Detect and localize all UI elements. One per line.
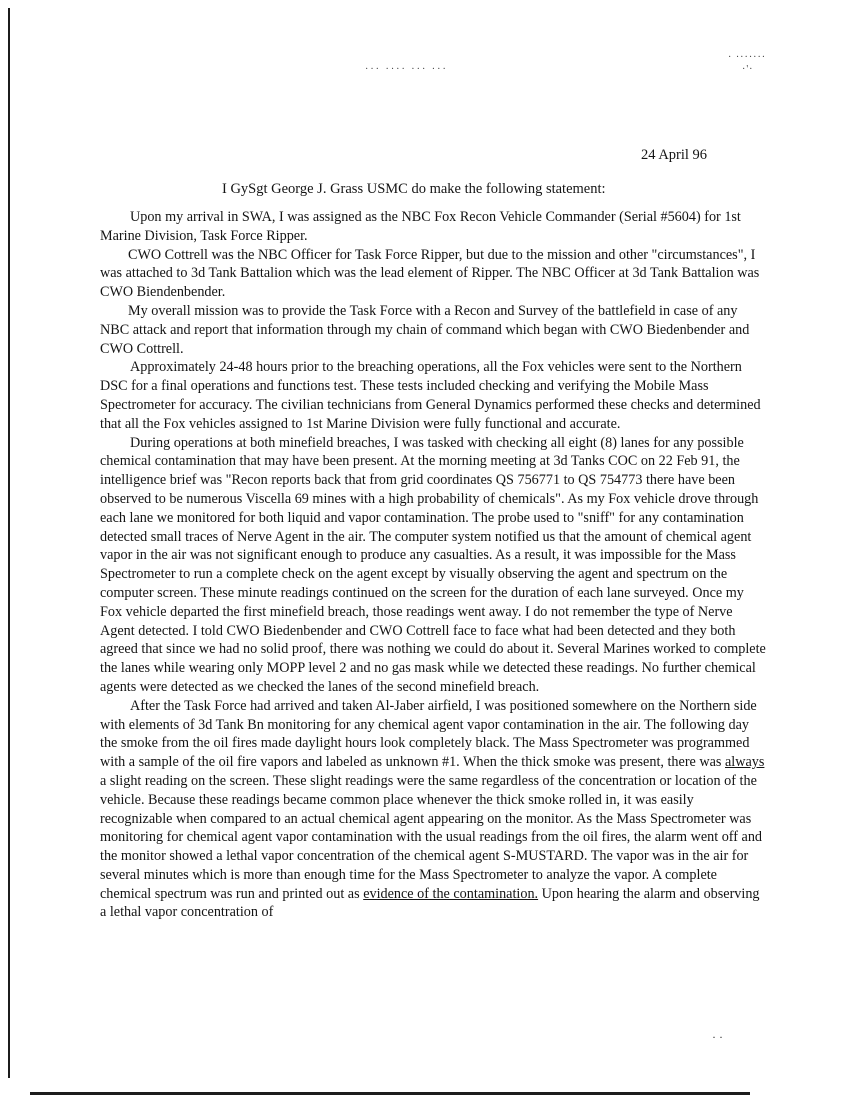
paragraph-al-jaber-part-3: Upon hearing the alarm and observing a lethal vapor concentration of [100,885,760,921]
bottom-border-line [30,1092,750,1095]
statement-body [100,208,768,922]
bottom-scan-artifact: · · [712,1030,723,1044]
statement-intro: I GySgt George J. Grass USMC do make the following statement: [222,181,606,197]
underlined-evidence: evidence of the contamination. [363,885,539,902]
paragraph-al-jaber-part-2: a slight reading on the screen. These slight readings were the same regardless of the concentration or location of the vehicle. Because these readings became common place whenever the thick smoke rolled in, it was easily recognizable when compared to an actual chemical agent appearing on the monitor. As the Mass Spectrometer was monitoring for chemical agent vapor contamination with the usual readings from the oil fires, the alarm went off and the monitor showed a lethal vapor concentration of the chemical agent S-MUSTARD. The vapor was in the air for several minutes which is more than enough time for the Mass Spectrometer to analyze the vapor. A complete chemical spectrum was run and printed out as [100,772,763,902]
paragraph-al-jaber-part-1: After the Task Force had arrived and taken Al-Jaber airfield, I was positioned somewhere on the Northern side with elements of 3d Tank Bn monitoring for any chemical agent vapor contamination in the air. The following day the smoke from the oil fires made daylight hours look completely black. The Mass Spectrometer was programmed with a sample of the oil fire vapors and labeled as unknown #1. When the thick smoke was present, there was [100,697,757,771]
paragraph-cwo-cottrell: CWO Cottrell was the NBC Officer for Task Force Ripper, but due to the mission and other "circumstances", I was attached to 3d Tank Battalion which was the lead element of Ripper. The NBC Officer at 3d Tank Battalion was CWO Biendenbender. [100,246,760,301]
statement-date: 24 April 96 [641,147,708,163]
corner-artifact-line-2: ·'· [742,64,754,75]
paragraph-arrival: Upon my arrival in SWA, I was assigned as the NBC Fox Recon Vehicle Commander (Serial #5604) for 1st Marine Division, Task Force Ripper. [100,209,741,244]
left-margin-line [8,8,10,1078]
paragraph-mission: My overall mission was to provide the Task Force with a Recon and Survey of the battlefield in case of any NBC attack and report that information through my chain of command which began with CWO Biedenbender and CWO Cottrell. [100,302,750,357]
paragraph-al-jaber [100,697,768,923]
paragraph-fox-test: Approximately 24-48 hours prior to the breaching operations, all the Fox vehicles were sent to the Northern DSC for a final operations and functions test. These tests included checking and verifying the Mobile Mass Spectrometer for accuracy. The civilian technicians from General Dynamics performed these checks and determined that all the Fox vehicles assigned to 1st Marine Division were fully functional and accurate. [100,359,761,432]
underlined-always: always [725,754,765,771]
corner-scan-artifact [728,52,766,76]
top-scan-artifact: ··· ···· ··· ··· [365,64,448,75]
corner-artifact-line-1: · ······· [728,52,767,63]
paragraph-minefield-breaches: During operations at both minefield breaches, I was tasked with checking all eight (8) lanes for any possible chemical contamination that may have been present. At the morning meeting at 3d Tanks COC on 22 Feb 91, the intelligence brief was "Recon reports back that from grid coordinates QS 756771 to QS 754773 there have been observed to be numerous Viscella 69 mines with a high probability of chemicals". As my Fox vehicle drove through each lane we monitored for both liquid and vapor contamination. The probe used to "sniff" for any contamination detected small traces of Nerve Agent in the air. The computer system notified us that the amount of chemical agent vapor in the air was not significant enough to produce any casualties. As a result, it was impossible for the Mass Spectrometer to run a complete check on the agent except by visually observing the agent and spectrum on the computer screen. These minute readings continued on the screen for the duration of each lane surveyed. Once my Fox vehicle departed the first minefield breach, those readings went away. I do not remember the type of Nerve Agent detected. I told CWO Biedenbender and CWO Cottrell face to face what had been detected and they both agreed that since we had no solid proof, there was nothing we could do about it. Several Marines worked to complete the lanes while wearing only MOPP level 2 and no gas mask while we detected these readings. No further chemical agents were detected as we checked the lanes of the second minefield breach. [100,434,766,695]
